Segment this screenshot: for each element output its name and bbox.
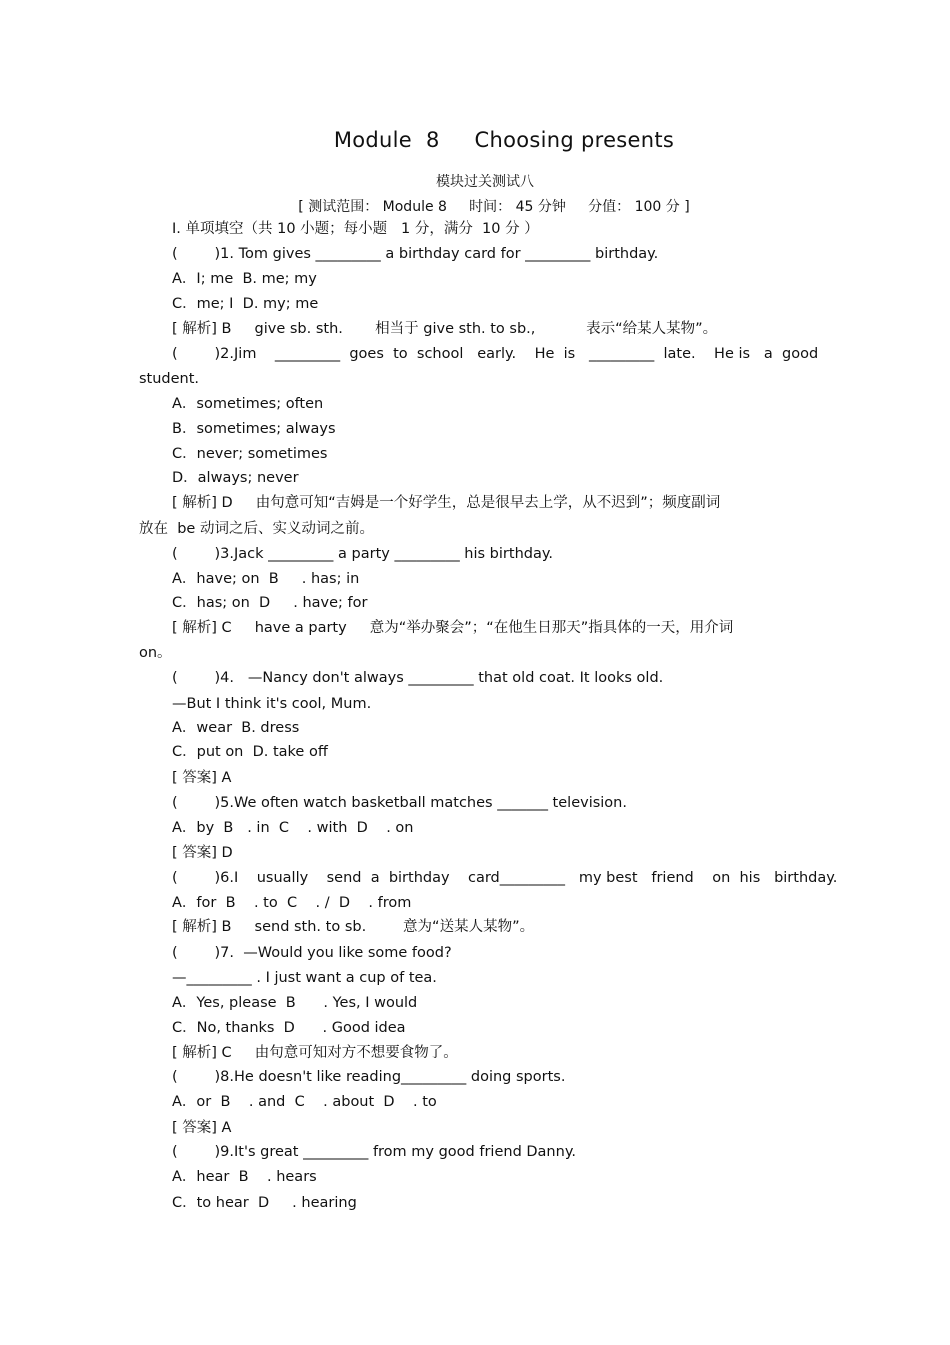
- question-4-options-cd: C．put on D. take off: [172, 744, 328, 760]
- question-7-options-ab: A．Yes, please B . Yes, I would: [172, 995, 418, 1011]
- question-7-reply: —_________ . I just want a cup of tea.: [172, 970, 437, 986]
- question-1-options-ab: A．I; me B. me; my: [172, 271, 317, 287]
- question-4: ( )4. —Nancy don't always _________ that old coat. It looks old.: [172, 670, 664, 686]
- question-8: ( )8.He doesn't like reading_________ doing sports.: [172, 1069, 566, 1085]
- question-6-explanation: [ 解析] B send sth. to sb. 意为“送某人某物”。: [172, 919, 535, 935]
- question-1-options-cd: C．me; I D. my; me: [172, 296, 319, 312]
- question-4-reply: —But I think it's cool, Mum.: [172, 696, 372, 712]
- question-2: ( )2.Jim _________ goes to school early. He is _________ late. He is a good: [172, 346, 819, 362]
- question-5: ( )5.We often watch basketball matches _______ television.: [172, 795, 627, 811]
- question-3-explanation-continued: on。: [139, 645, 172, 661]
- question-3-options-cd: C．has; on D . have; for: [172, 595, 368, 611]
- question-4-options-ab: A．wear B. dress: [172, 720, 300, 736]
- question-7-explanation: [ 解析] C 由句意可知对方不想要食物了。: [172, 1045, 458, 1061]
- page-subtitle: 模块过关测试八: [436, 174, 534, 190]
- question-3-options-ab: A．have; on B . has; in: [172, 571, 360, 587]
- question-2-option-c: C．never; sometimes: [172, 446, 328, 462]
- test-scope-info: [ 测试范围： Module 8 时间： 45 分钟 分值： 100 分 ]: [298, 199, 690, 215]
- question-6-options: A．for B . to C . / D . from: [172, 895, 412, 911]
- question-9: ( )9.It's great _________ from my good friend Danny.: [172, 1144, 576, 1160]
- question-8-answer: [ 答案] A: [172, 1120, 232, 1136]
- question-2-explanation: [ 解析] D 由句意可知“吉姆是一个好学生，总是很早去上学，从不迟到”；频度副词: [172, 495, 721, 511]
- question-2-continued: student.: [139, 371, 200, 387]
- question-3-explanation: [ 解析] C have a party 意为“举办聚会”；“在他生日那天”指具体的一天，用介词: [172, 620, 734, 636]
- question-6: ( )6.I usually send a birthday card_________ my best friend on his birthday.: [172, 870, 838, 886]
- question-7: ( )7. —Would you like some food?: [172, 945, 452, 961]
- question-9-options-cd: C．to hear D . hearing: [172, 1195, 357, 1211]
- question-3: ( )3.Jack _________ a party _________ his birthday.: [172, 546, 553, 562]
- question-5-answer: [ 答案] D: [172, 845, 233, 861]
- question-2-option-a: A．sometimes; often: [172, 396, 324, 412]
- question-8-options: A．or B . and C . about D . to: [172, 1094, 437, 1110]
- question-5-options: A．by B . in C . with D . on: [172, 820, 414, 836]
- question-7-options-cd: C．No, thanks D . Good idea: [172, 1020, 406, 1036]
- question-2-explanation-continued: 放在 be 动词之后、实义动词之前。: [139, 521, 374, 537]
- question-9-options-ab: A．hear B . hears: [172, 1169, 317, 1185]
- section-heading: I. 单项填空（共 10 小题；每小题 1 分，满分 10 分 ）: [172, 221, 539, 237]
- page-title: Module 8 Choosing presents: [333, 128, 675, 152]
- question-1-explanation: [ 解析] B give sb. sth. 相当于 give sth. to sb., 表示“给某人某物”。: [172, 321, 718, 337]
- question-2-option-b: B．sometimes; always: [172, 421, 336, 437]
- question-1: ( )1. Tom gives _________ a birthday card for _________ birthday.: [172, 246, 659, 262]
- question-4-answer: [ 答案] A: [172, 770, 232, 786]
- question-2-option-d: D．always; never: [172, 470, 299, 486]
